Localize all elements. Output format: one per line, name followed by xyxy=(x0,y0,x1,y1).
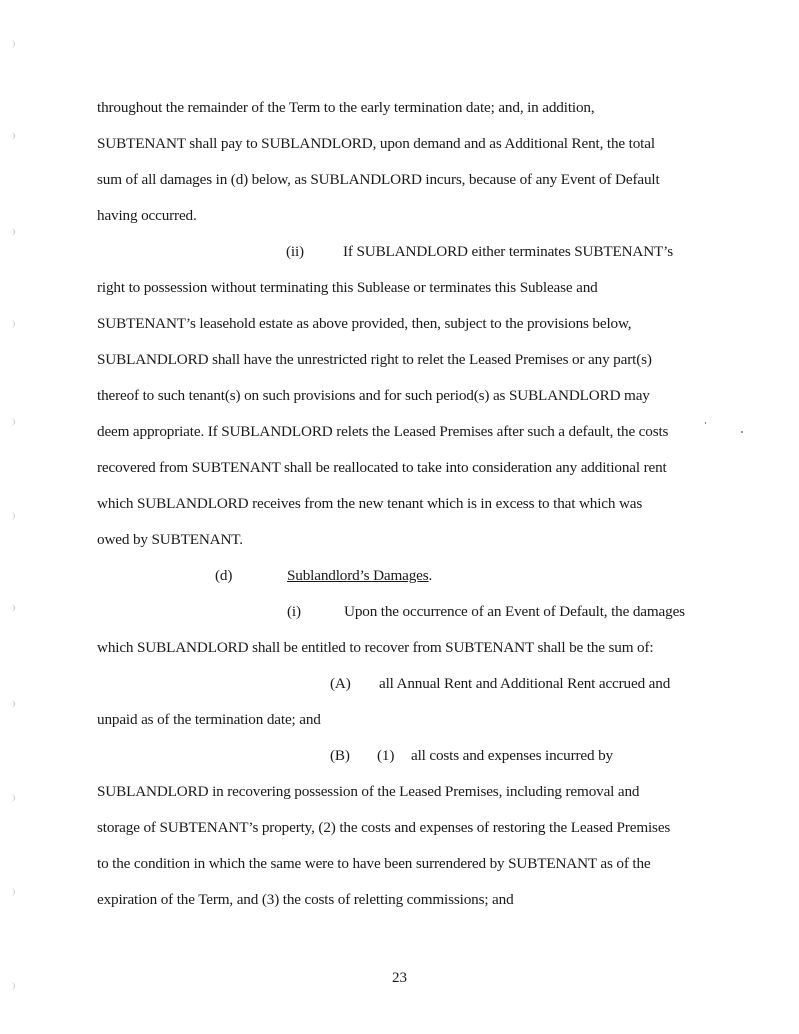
binder-mark xyxy=(10,40,15,48)
scan-speck xyxy=(705,422,706,424)
clause-i-marker: (i) xyxy=(287,603,301,620)
body-line: unpaid as of the termination date; and xyxy=(97,711,321,728)
body-line: having occurred. xyxy=(97,207,197,224)
scan-speck xyxy=(741,431,743,433)
body-line: recovered from SUBTENANT shall be reallocated to take into consideration any additional rent xyxy=(97,459,667,476)
body-line: thereof to such tenant(s) on such provisions and for such period(s) as SUBLANDLORD may xyxy=(97,387,650,404)
clause-b-sub-marker: (1) xyxy=(377,747,395,764)
clause-a-marker: (A) xyxy=(330,675,351,692)
body-line: SUBTENANT shall pay to SUBLANDLORD, upon demand and as Additional Rent, the total xyxy=(97,135,655,152)
section-d-marker: (d) xyxy=(215,567,233,584)
page-number: 23 xyxy=(392,970,407,986)
clause-b-marker: (B) xyxy=(330,747,350,764)
section-d-heading: Sublandlord’s Damages xyxy=(287,567,429,584)
binder-mark xyxy=(10,512,15,520)
binder-mark xyxy=(10,888,15,896)
clause-ii-text: If SUBLANDLORD either terminates SUBTENANT’s xyxy=(343,243,674,260)
body-line: to the condition in which the same were to have been surrendered by SUBTENANT as of the xyxy=(97,855,651,872)
body-line: right to possession without terminating this Sublease or terminates this Sublease and xyxy=(97,279,598,296)
binder-mark xyxy=(10,418,15,426)
clause-a-text: all Annual Rent and Additional Rent accrued and xyxy=(379,675,671,692)
body-line: expiration of the Term, and (3) the costs of reletting commissions; and xyxy=(97,891,514,908)
body-line: deem appropriate. If SUBLANDLORD relets the Leased Premises after such a default, the costs xyxy=(97,423,669,440)
body-line: owed by SUBTENANT. xyxy=(97,531,243,548)
body-line: sum of all damages in (d) below, as SUBLANDLORD incurs, because of any Event of Default xyxy=(97,171,660,188)
body-line: storage of SUBTENANT’s property, (2) the costs and expenses of restoring the Leased Premises xyxy=(97,819,671,836)
clause-b-text: all costs and expenses incurred by xyxy=(411,747,613,764)
binder-mark xyxy=(10,132,15,140)
body-line: SUBLANDLORD in recovering possession of the Leased Premises, including removal and xyxy=(97,783,640,800)
section-d-heading-wrap xyxy=(287,567,432,585)
body-line: SUBTENANT’s leasehold estate as above provided, then, subject to the provisions below, xyxy=(97,315,632,332)
body-line: which SUBLANDLORD shall be entitled to recover from SUBTENANT shall be the sum of: xyxy=(97,639,654,656)
binder-mark xyxy=(10,982,15,990)
section-d-period: . xyxy=(428,567,433,584)
clause-ii-marker: (ii) xyxy=(286,243,304,260)
body-line: throughout the remainder of the Term to the early termination date; and, in addition, xyxy=(97,99,595,116)
binder-mark xyxy=(10,700,15,708)
binder-mark xyxy=(10,794,15,802)
body-line: which SUBLANDLORD receives from the new tenant which is in excess to that which was xyxy=(97,495,643,512)
body-line: SUBLANDLORD shall have the unrestricted right to relet the Leased Premises or any part(s) xyxy=(97,351,652,368)
binder-mark xyxy=(10,228,15,236)
clause-i-text: Upon the occurrence of an Event of Default, the damages xyxy=(344,603,685,620)
binder-mark xyxy=(10,604,15,612)
binder-mark xyxy=(10,320,15,328)
